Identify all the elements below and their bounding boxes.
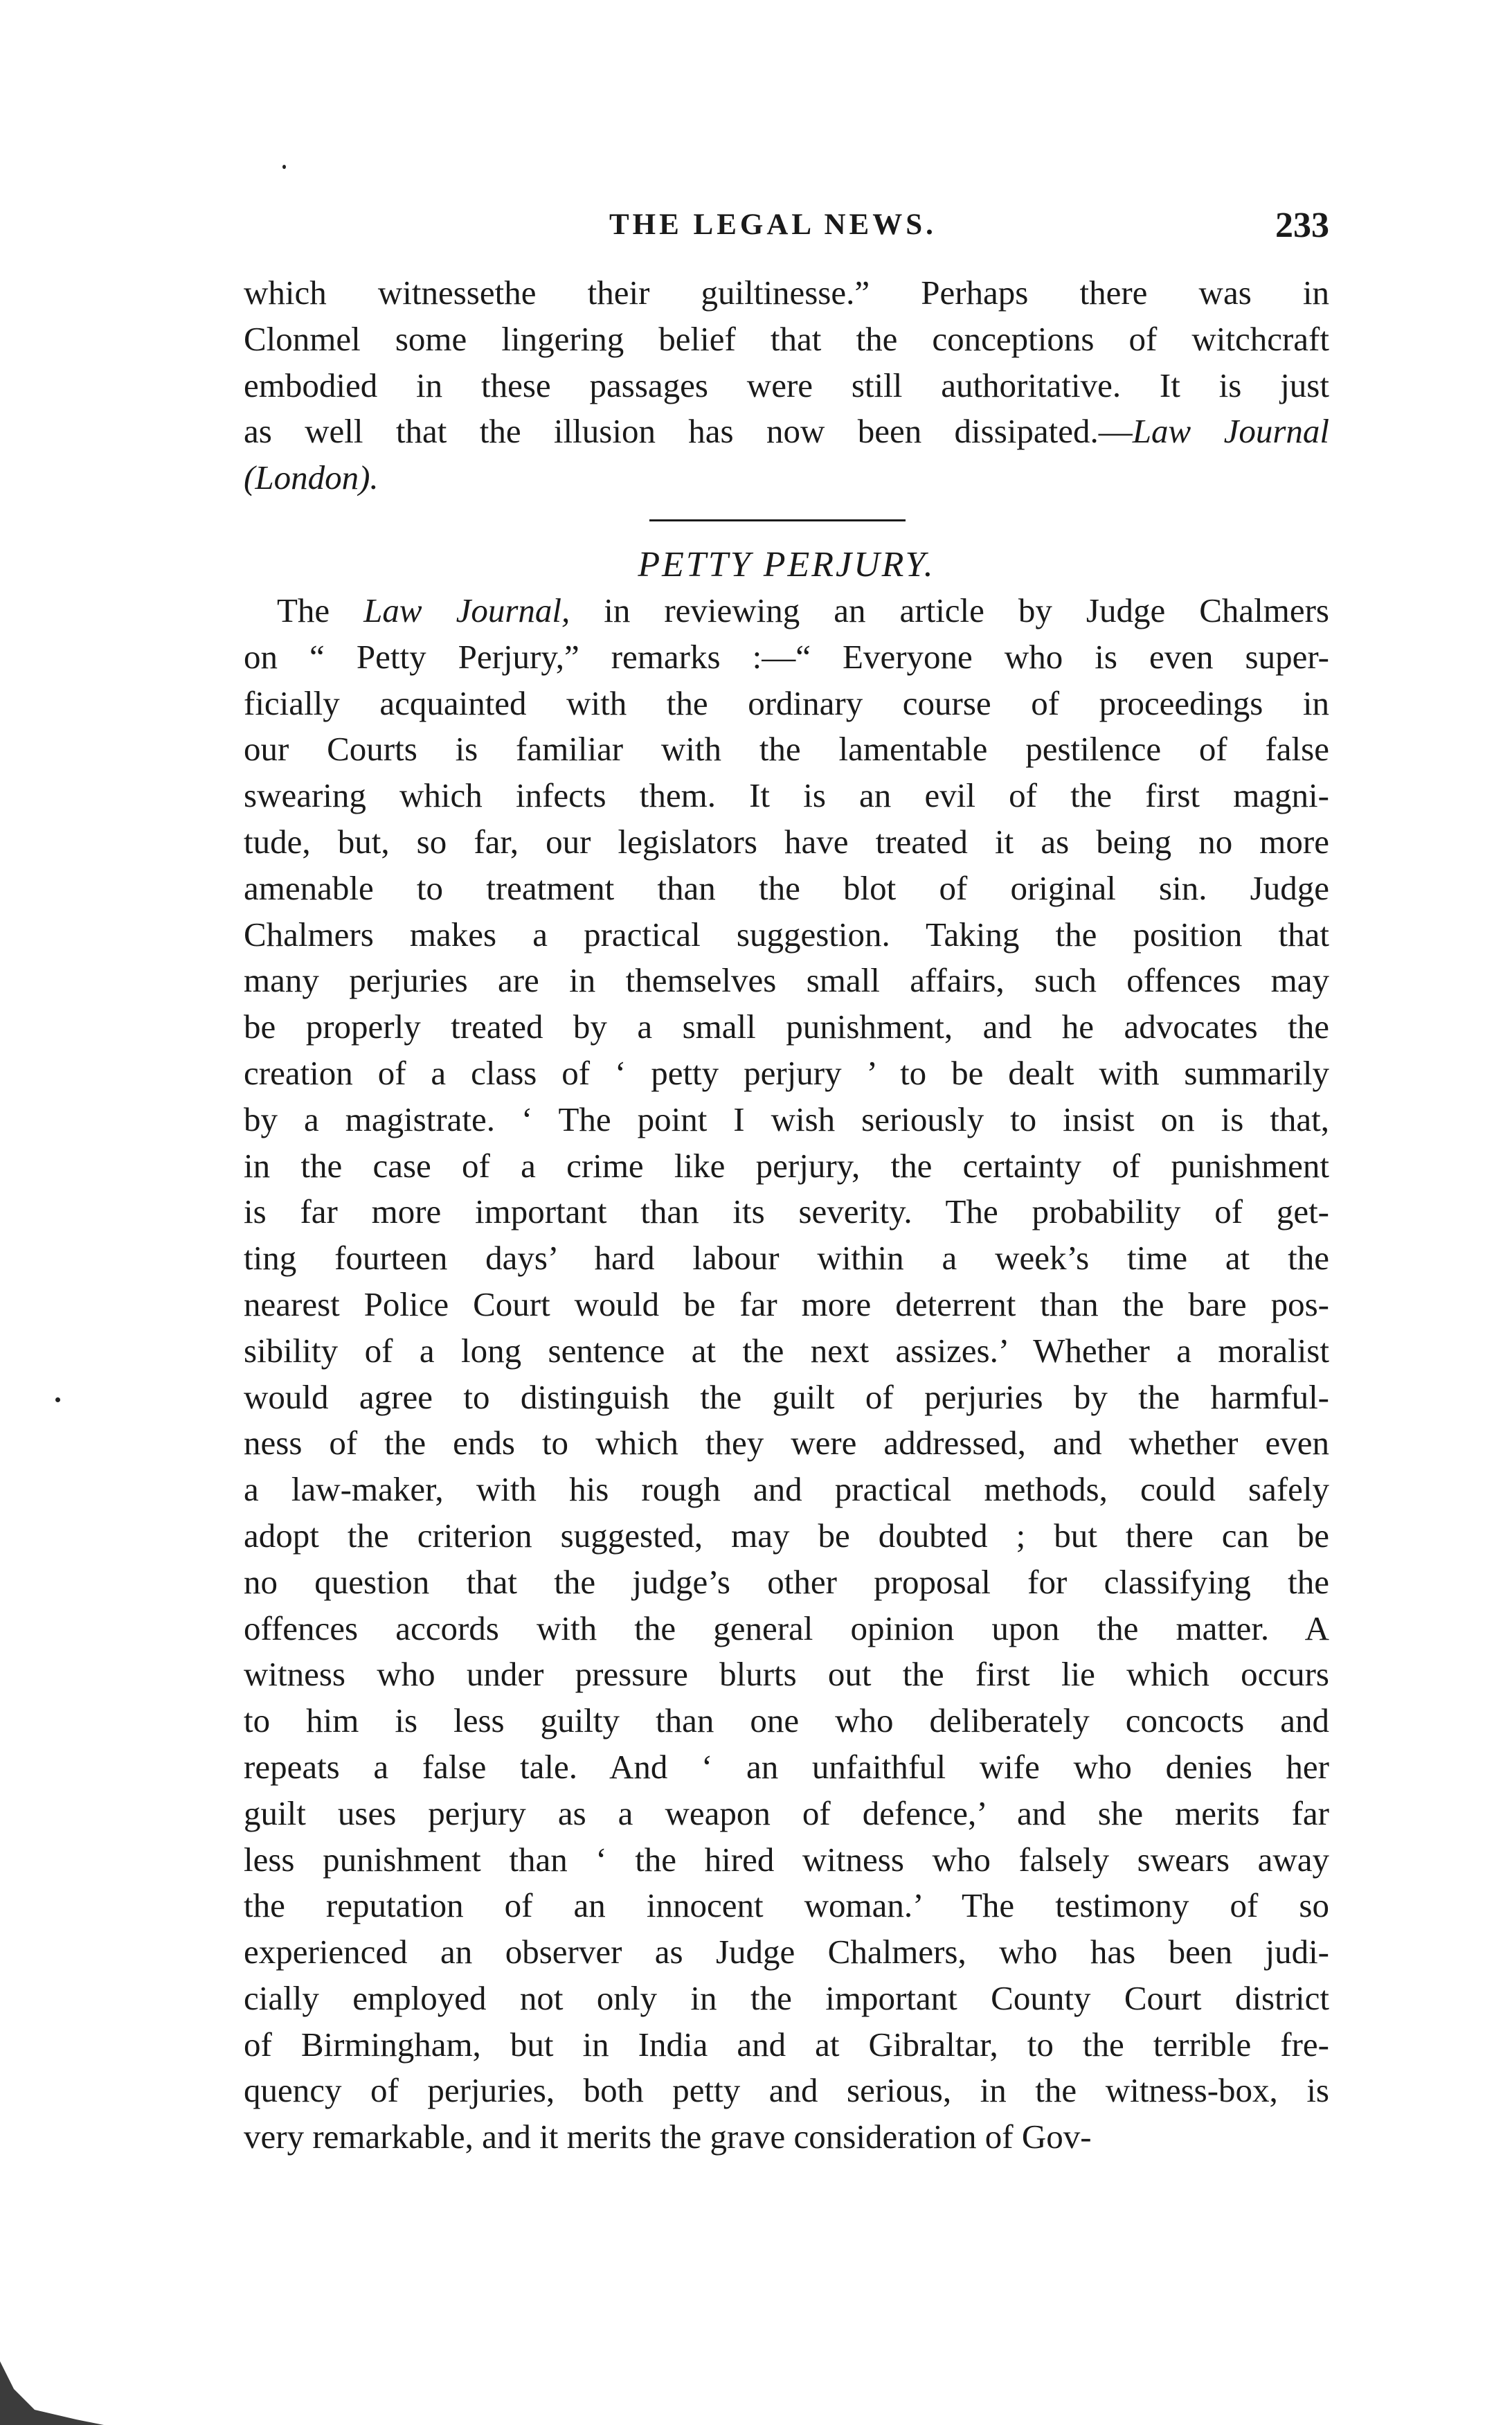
- print-speck: [55, 1397, 60, 1402]
- article-line: by a magistrate. ‘ The point I wish seriously to insist on is that,: [244, 1100, 1329, 1138]
- article-line: guilt uses perjury as a weapon of defence,’ and she merits far: [244, 1793, 1329, 1832]
- article-line: is far more important than its severity. The probability of get-: [244, 1192, 1329, 1231]
- article-line: nearest Police Court would be far more deterrent than the bare pos-: [244, 1285, 1329, 1323]
- article-line: less punishment than ‘ the hired witness who falsely swears away: [244, 1840, 1329, 1879]
- article-line: offences accords with the general opinion upon the matter. A: [244, 1609, 1329, 1647]
- article-line: be properly treated by a small punishment, and he advocates the: [244, 1008, 1329, 1046]
- article-line: creation of a class of ‘ petty perjury ’ to be dealt with summarily: [244, 1053, 1329, 1092]
- article-line: ting fourteen days’ hard labour within a week’s time at the: [244, 1239, 1329, 1278]
- article-line: amenable to treatment than the blot of original sin. Judge: [244, 868, 1329, 907]
- continuation-text: as well that the illusion has now been dissipated.—: [244, 412, 1133, 451]
- article-lead-line: [244, 588, 1329, 634]
- continuation-line: which witnessethe their guiltinesse.” Perhaps there was in: [244, 274, 1329, 312]
- article-title: PETTY PERJURY.: [638, 544, 935, 584]
- article-line: sibility of a long sentence at the next assizes.’ Whether a moralist: [244, 1331, 1329, 1370]
- running-title: THE LEGAL NEWS.: [609, 208, 937, 241]
- source-citation-part-2: (London).: [244, 458, 379, 497]
- article-line: ness of the ends to which they were addressed, and whether even: [244, 1424, 1329, 1462]
- article-line: ficially acquainted with the ordinary course of proceedings in: [244, 683, 1329, 722]
- article-line: tude, but, so far, our legislators have treated it as being no more: [244, 822, 1329, 861]
- continuation-line-with-source: [244, 409, 1329, 455]
- article-line: the reputation of an innocent woman.’ The testimony of so: [244, 1886, 1329, 1925]
- article-line: cially employed not only in the important County Court district: [244, 1978, 1329, 2017]
- article-line: quency of perjuries, both petty and serious, in the witness-box, is: [244, 2071, 1329, 2110]
- continuation-line: embodied in these passages were still authoritative. It is just: [244, 366, 1329, 404]
- continuation-line: Clonmel some lingering belief that the conceptions of witchcraft: [244, 319, 1329, 358]
- section-divider: [649, 519, 906, 521]
- article-line: very remarkable, and it merits the grave consideration of Gov-: [244, 2118, 1092, 2156]
- article-line: witness who under pressure blurts out the first lie which occurs: [244, 1655, 1329, 1694]
- article-line: would agree to distinguish the guilt of perjuries by the harmful-: [244, 1377, 1329, 1416]
- article-line: swearing which infects them. It is an evil of the first magni-: [244, 776, 1329, 815]
- page-header: [249, 208, 1329, 249]
- article-line: Chalmers makes a practical suggestion. Taking the position that: [244, 915, 1329, 954]
- article-line: of Birmingham, but in India and at Gibraltar, to the terrible fre-: [244, 2025, 1329, 2064]
- article-line: repeats a false tale. And ‘ an unfaithful wife who denies her: [244, 1747, 1329, 1786]
- lead-italic-source: Law Journal,: [363, 591, 570, 629]
- article-line: in the case of a crime like perjury, the certainty of punishment: [244, 1146, 1329, 1185]
- lead-prefix: The: [277, 591, 364, 629]
- page-number: 233: [1275, 206, 1329, 245]
- article-line: no question that the judge’s other proposal for classifying the: [244, 1562, 1329, 1601]
- article-line: to him is less guilty than one who deliberately concocts and: [244, 1701, 1329, 1740]
- article-line: a law-maker, with his rough and practical methods, could safely: [244, 1470, 1329, 1509]
- page-corner-shadow: [0, 2347, 104, 2425]
- continuation-line-last: [244, 455, 1329, 501]
- print-speck: [282, 165, 286, 169]
- article-body: [244, 634, 1329, 2160]
- source-citation-part-1: Law Journal: [1132, 412, 1329, 451]
- text-column: [244, 270, 1329, 2160]
- lead-suffix: in reviewing an article by Judge Chalmers: [570, 591, 1329, 629]
- article-line: adopt the criterion suggested, may be doubted ; but there can be: [244, 1516, 1329, 1555]
- article-line: on “ Petty Perjury,” remarks :—“ Everyone who is even super-: [244, 637, 1329, 676]
- article-line: our Courts is familiar with the lamentable pestilence of false: [244, 730, 1329, 769]
- article-line: experienced an observer as Judge Chalmers, who has been judi-: [244, 1933, 1329, 1971]
- article-line: many perjuries are in themselves small affairs, such offences may: [244, 961, 1329, 1000]
